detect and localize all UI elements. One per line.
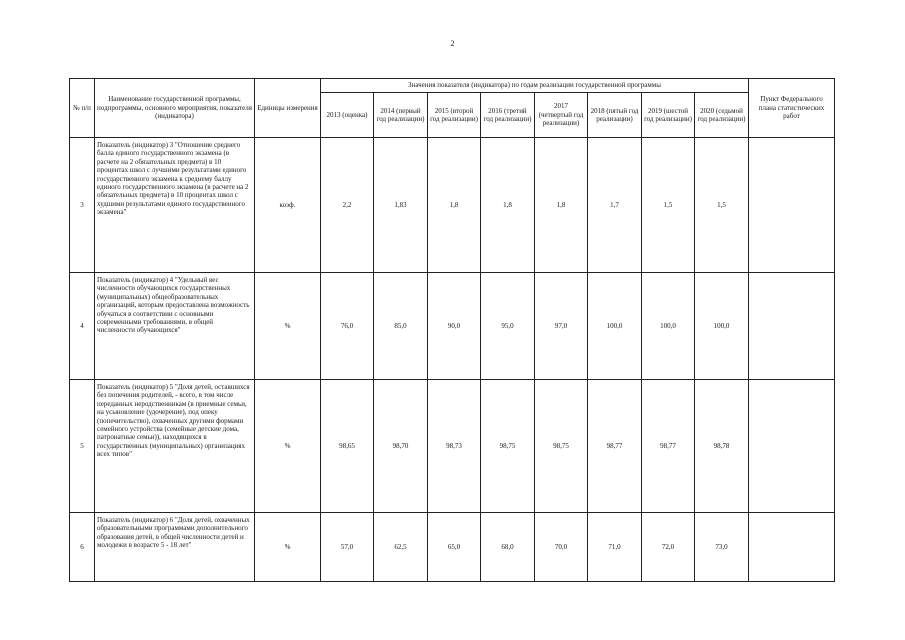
row-value: 98,78	[695, 380, 749, 513]
row-value: 90,0	[428, 273, 481, 380]
row-value: 98,77	[588, 380, 642, 513]
header-num: № п/п	[70, 79, 95, 138]
row-value: 62,5	[374, 513, 428, 582]
table-row	[70, 138, 835, 273]
row-value: 1,83	[374, 138, 428, 273]
header-year: 2013 (оценка)	[321, 93, 374, 138]
header-year: 2014 (первый год реализации)	[374, 93, 428, 138]
header-name: Наименование государственной программы, подпрограммы, основного мероприятия, показателя (индикатора)	[95, 79, 255, 138]
row-unit: %	[255, 273, 321, 380]
row-unit: %	[255, 513, 321, 582]
row-value: 1,8	[535, 138, 588, 273]
row-federal-plan	[749, 273, 835, 380]
row-indicator-name: Показатель (индикатор) 3 "Отношение среднего балла единого государственного экзамена (в расчете на 2 обязательных предмета) в 10 процентах школ с лучшими результатами единого государственного экзамена к среднему баллу единого государственного экзамена (в расчете на 2 обязательных предмета) в 10 процентах школ с худшими результатами единого государственного экзамена"	[95, 138, 255, 273]
row-value: 65,0	[428, 513, 481, 582]
indicators-table	[69, 78, 835, 582]
row-value: 100,0	[695, 273, 749, 380]
header-year: 2015 (второй год реализации)	[428, 93, 481, 138]
table-row	[70, 273, 835, 380]
row-value: 1,8	[481, 138, 535, 273]
row-num: 4	[70, 273, 95, 380]
row-value: 95,0	[481, 273, 535, 380]
row-value: 98,70	[374, 380, 428, 513]
row-value: 1,7	[588, 138, 642, 273]
row-value: 72,0	[642, 513, 695, 582]
header-year: 2018 (пятый год реализации)	[588, 93, 642, 138]
row-indicator-name: Показатель (индикатор) 6 "Доля детей, охваченных образовательными программами дополнительного образования детей, в общей численности детей и молодежи в возрасте 5 - 18 лет"	[95, 513, 255, 582]
row-value: 1,8	[428, 138, 481, 273]
row-value: 1,5	[642, 138, 695, 273]
row-value: 1,5	[695, 138, 749, 273]
row-value: 98,75	[481, 380, 535, 513]
row-federal-plan	[749, 513, 835, 582]
row-value: 2,2	[321, 138, 374, 273]
row-indicator-name: Показатель (индикатор) 4 "Удельный вес численности обучающихся государственных (муниципальных) общеобразовательных организаций, которым предоставлена возможность обучаться в соответствии с основными современными требованиями, в общей численности обучающихся"	[95, 273, 255, 380]
row-value: 97,0	[535, 273, 588, 380]
header-year: 2017 (четвертый год реализации)	[535, 93, 588, 138]
row-value: 71,0	[588, 513, 642, 582]
row-num: 3	[70, 138, 95, 273]
table-row	[70, 380, 835, 513]
header-unit: Единицы измерения	[255, 79, 321, 138]
header-year: 2016 (третий год реализации)	[481, 93, 535, 138]
row-indicator-name: Показатель (индикатор) 5 "Доля детей, оставшихся без попечения родителей, - всего, в том числе переданных неродственникам (в приемные семьи, на усыновление (удочерение), под опеку (попечительство), охваченных другими формами семейного устройства (семейные детские дома, патронатные семьи)), находящихся в государственных (муниципальных) организациях всех типов"	[95, 380, 255, 513]
row-value: 100,0	[642, 273, 695, 380]
header-values-group: Значения показателя (индикатора) по годам реализации государственной программы	[321, 79, 749, 93]
header-year: 2019 (шестой год реализации)	[642, 93, 695, 138]
row-unit: коэф.	[255, 138, 321, 273]
row-value: 98,65	[321, 380, 374, 513]
row-value: 98,75	[535, 380, 588, 513]
row-value: 76,0	[321, 273, 374, 380]
table-row	[70, 513, 835, 582]
header-year: 2020 (седьмой год реализации)	[695, 93, 749, 138]
header-row-top	[70, 79, 835, 93]
page-number: 2	[450, 39, 455, 48]
row-federal-plan	[749, 380, 835, 513]
row-value: 100,0	[588, 273, 642, 380]
row-num: 6	[70, 513, 95, 582]
row-federal-plan	[749, 138, 835, 273]
row-value: 70,0	[535, 513, 588, 582]
row-value: 98,77	[642, 380, 695, 513]
row-unit: %	[255, 380, 321, 513]
row-value: 98,73	[428, 380, 481, 513]
row-value: 68,0	[481, 513, 535, 582]
row-value: 85,0	[374, 273, 428, 380]
header-federal-plan: Пункт Федерального плана статистических работ	[749, 79, 835, 138]
row-num: 5	[70, 380, 95, 513]
row-value: 73,0	[695, 513, 749, 582]
row-value: 57,0	[321, 513, 374, 582]
